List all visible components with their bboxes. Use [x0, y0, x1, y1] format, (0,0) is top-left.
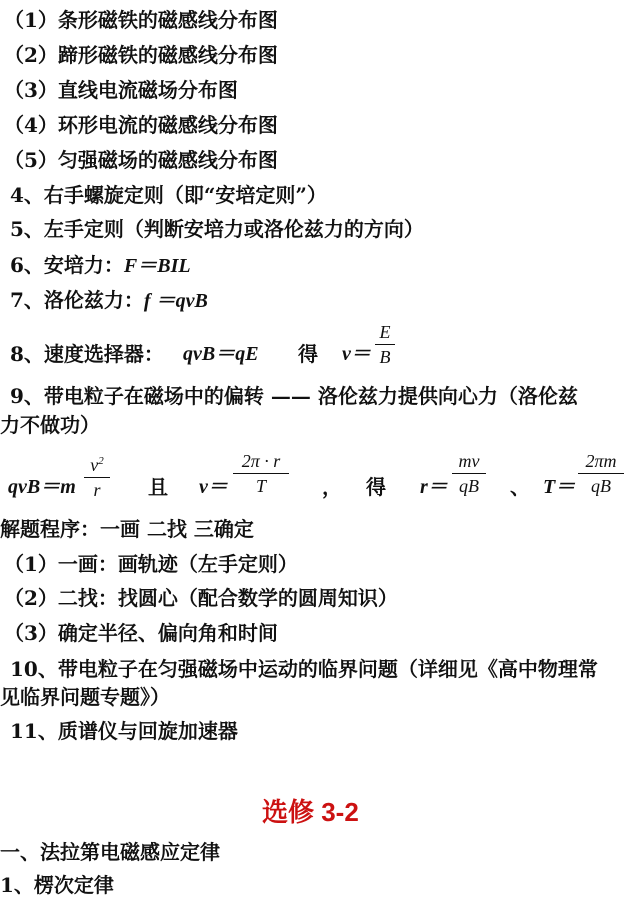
item10-line2: 见临界问题专题》）	[0, 685, 170, 709]
list-item: （3）直线电流磁场分布图	[4, 78, 238, 102]
eq-fraction-2pim-qB	[578, 450, 624, 497]
list-item: （2）蹄形磁铁的磁感线分布图	[4, 43, 278, 67]
fraction-numerator: E	[379, 322, 391, 342]
procedure-step: （3）确定半径、偏向角和时间	[4, 621, 278, 645]
eq-qie: 且	[148, 475, 168, 499]
list-item: 4、右手螺旋定则（即“安培定则”）	[10, 183, 327, 207]
fraction-bar	[578, 473, 624, 474]
eq-fraction-v2-r	[84, 450, 110, 501]
item10-line1: 10、带电粒子在匀强磁场中运动的临界问题（详细见《高中物理常	[10, 657, 598, 681]
fraction-denominator: qB	[459, 476, 479, 496]
item9-line2: 力不做功）	[0, 413, 100, 437]
lenz-heading: 1、楞次定律	[0, 873, 114, 897]
lorentz-force-line	[10, 288, 208, 313]
lorentz-formula: f ＝qvB	[143, 290, 208, 312]
section-heading: 选修 3-2	[262, 797, 359, 827]
lorentz-label: 7、洛伦兹力：	[10, 288, 144, 312]
list-item: （5）匀强磁场的磁感线分布图	[4, 148, 278, 172]
fraction-numerator: $v^2$	[90, 455, 104, 475]
list-item: （4）环形电流的磁感线分布图	[4, 113, 278, 137]
selector-de: 得	[298, 342, 318, 366]
fraction-bar	[375, 344, 395, 345]
eq-comma: ，	[322, 475, 342, 499]
fraction-bar	[452, 473, 486, 474]
fraction-denominator: B	[379, 347, 391, 367]
procedure-step: （2）二找：找圆心（配合数学的圆周知识）	[4, 586, 398, 610]
eq-fraction-2pir-T	[233, 450, 289, 497]
eq-v: v＝	[199, 476, 228, 498]
selector-label: 8、速度选择器：	[10, 342, 164, 366]
eq-lhs: qvB＝m	[8, 476, 76, 498]
list-item: 5、左手定则（判断安培力或洛伦兹力的方向）	[10, 217, 424, 241]
eq-dun: 、	[510, 475, 530, 499]
eq-T: T＝	[543, 476, 576, 498]
fraction-numerator: 2πm	[585, 451, 617, 471]
ampere-force-line	[10, 253, 191, 278]
ampere-formula: F＝BIL	[123, 255, 191, 277]
item11: 11、质谱仪与回旋加速器	[10, 719, 238, 743]
fraction-denominator: r	[93, 480, 101, 500]
law-heading: 一、法拉第电磁感应定律	[0, 840, 220, 864]
ampere-label: 6、安培力：	[10, 253, 124, 277]
selector-v: v＝	[342, 343, 371, 365]
eq-fraction-mv-qB	[452, 450, 486, 497]
fraction-bar	[84, 477, 110, 478]
fraction-numerator: mv	[458, 451, 480, 471]
eq-r: r＝	[420, 476, 448, 498]
fraction-bar	[233, 473, 289, 474]
selector-formula: qvB＝qE	[183, 343, 259, 365]
eq-de: 得	[366, 475, 386, 499]
procedure-title: 解题程序：一画 二找 三确定	[0, 517, 254, 541]
list-item: （1）条形磁铁的磁感线分布图	[4, 8, 278, 32]
selector-fraction	[375, 321, 395, 368]
fraction-numerator: 2π · r	[241, 451, 281, 471]
item9-line1: 9、带电粒子在磁场中的偏转 —— 洛伦兹力提供向心力（洛伦兹	[10, 384, 578, 408]
fraction-denominator: T	[255, 476, 266, 496]
procedure-step: （1）一画：画轨迹（左手定则）	[4, 552, 298, 576]
fraction-denominator: qB	[591, 476, 611, 496]
